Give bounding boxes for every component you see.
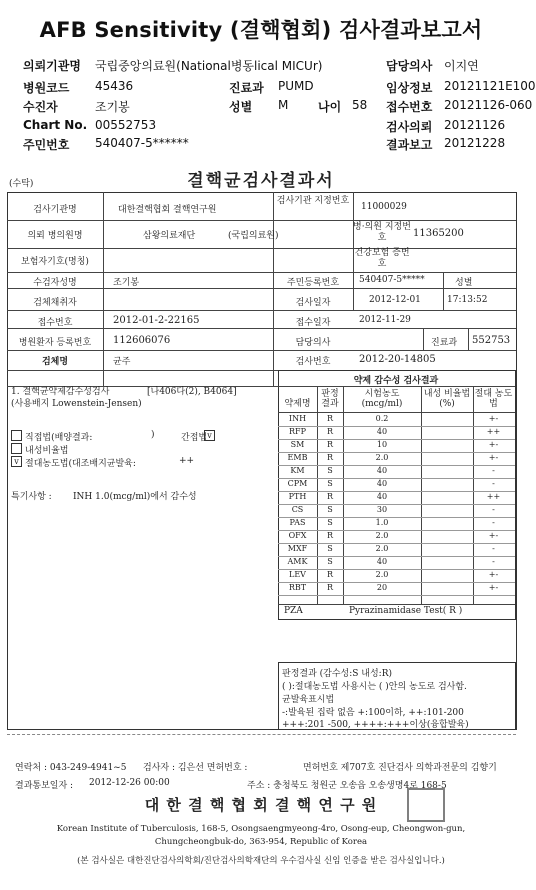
recv-no: 2012-01-2-22165 (113, 315, 200, 326)
value-doctor: 이지연 (444, 59, 479, 73)
req-label: 의뢰 병의원명 (27, 231, 83, 241)
eng-address-line2: Chungcheongbuk-do, 363-954, Republic of Korea (154, 837, 368, 847)
label-receipt-no: 접수번호 (386, 100, 433, 114)
test-time: 17:13:52 (447, 295, 488, 305)
specimen-value: 균주 (113, 357, 131, 367)
drug-conc: 40 (376, 466, 388, 475)
pza-value: Pyrazinamidase Test( R ) (349, 606, 463, 616)
drug-result: S (327, 466, 333, 475)
legend-l3: 균발육표시법 (282, 695, 335, 705)
value-sex: M (278, 98, 289, 112)
collector-label: 검체채취자 (33, 298, 77, 308)
drug-conc: 40 (376, 479, 388, 488)
value-result-report: 20121228 (444, 136, 506, 150)
insur-holder-label: 보험자기호(명칭) (21, 257, 89, 267)
test-no: 2012-20-14805 (359, 354, 436, 365)
drug-header-result: 판정 결과 (321, 389, 339, 409)
footer-examiner: 검사자 : 김은선 면허번호 : (143, 763, 248, 773)
specimen-label: 검체명 (41, 357, 69, 367)
drug-conc: 1.0 (375, 518, 389, 527)
footer-tel: 연락처 : 043-249-4941~5 (15, 763, 127, 773)
legend-l4: -:발육된 집락 없음 +:100이하, ++:101-200 (282, 708, 464, 718)
method-code: [나406다(2), B4064] (147, 387, 237, 397)
drug-name: RBT (288, 583, 307, 592)
drug-abs: - (492, 479, 495, 488)
drug-abs: ++ (486, 427, 501, 436)
drug-result: R (326, 414, 334, 423)
recv-date-label: 접수일자 (295, 318, 331, 328)
footer-date-label: 결과통보일자 : (15, 781, 74, 791)
drug-name: INH (288, 414, 307, 423)
name-value: 조기봉 (113, 278, 140, 288)
org-name: 대 한 결 핵 협 회 결 핵 연 구 원 (144, 796, 378, 814)
inst-label: 검사기관명 (33, 205, 77, 215)
drug-conc: 2.0 (375, 453, 389, 462)
drug-abs: +- (488, 583, 499, 592)
cert-note: (본 검사실은 대한진단검사의학회/진단검사의학재단의 우수검사실 신임 인증을 받은 검사실입니다.) (77, 856, 445, 866)
hosp-no: 112606076 (113, 335, 171, 346)
drug-abs: +- (488, 570, 499, 579)
special-label: 특기사항 : (11, 492, 52, 502)
drug-result: R (326, 531, 334, 540)
name-label: 수검자성명 (33, 278, 77, 288)
drug-name: MXF (287, 544, 308, 553)
value-dept: PUMD (278, 79, 314, 93)
drug-abs: - (492, 557, 495, 566)
drug-conc: 10 (376, 440, 388, 449)
value-age: 58 (352, 98, 368, 112)
scanned-report (3, 160, 519, 888)
rrn-value: 540407-5***** (359, 275, 425, 285)
value-requester: 국립중앙의료원(National병동lical MICUr) (95, 59, 323, 73)
drug-name: SM (290, 440, 305, 449)
chk-absolute-val: ++ (179, 456, 195, 466)
value-rrn: 540407-5****** (95, 136, 189, 150)
drug-name: CPM (287, 479, 308, 488)
label-rrn: 주민번호 (23, 138, 70, 152)
drug-name: PTH (288, 492, 307, 501)
rrn-label: 주민등록번호 (286, 278, 340, 288)
label-requester: 의뢰기관명 (23, 59, 81, 73)
drug-conc: 2.0 (375, 570, 389, 579)
label-age: 나이 (318, 100, 342, 114)
drug-result: R (326, 440, 334, 449)
drug-name: RFP (289, 427, 306, 436)
label-patient: 수진자 (23, 100, 58, 114)
test-date-label: 검사일자 (295, 298, 331, 308)
sex-label: 성별 (455, 278, 473, 288)
legend-l1: 판정결과 (감수성:S 내성:R) (282, 669, 392, 679)
checkbox-absolute: v (11, 456, 22, 467)
insur-label: 건강보험 증번호 (354, 248, 410, 269)
req-code-label: 병·의원 지정번호 (353, 222, 411, 243)
drug-abs: +- (488, 414, 499, 423)
drug-conc: 30 (376, 505, 388, 514)
test-no-label: 검사번호 (295, 357, 331, 367)
label-chart-no: Chart No. (23, 118, 88, 132)
drug-conc: 40 (376, 557, 388, 566)
checkbox-direct (11, 430, 22, 441)
drug-result: S (327, 505, 333, 514)
label-hospital-code: 병원코드 (23, 81, 70, 95)
chk-absolute: 절대농도법(대조배지균발육: (25, 459, 136, 469)
legend-l2: ( ):절대농도법 사용시는 ( )안의 농도로 검사함. (282, 682, 467, 692)
drug-name: PAS (289, 518, 306, 527)
chk-direct: 직접법(배양결과: (25, 433, 93, 443)
drug-name: LEV (289, 570, 306, 579)
drug-abs: - (492, 518, 495, 527)
req-code: 11365200 (413, 228, 464, 239)
value-patient: 조기봉 (95, 100, 130, 114)
recv-date: 2012-11-29 (359, 315, 411, 325)
drug-abs: ++ (486, 492, 501, 501)
drug-name: OFX (288, 531, 307, 540)
drug-conc: 40 (376, 427, 388, 436)
footer-date: 2012-12-26 00:00 (89, 778, 170, 788)
legend-l5: +++:201 -500, ++++:+++이상(융합발육) (282, 720, 469, 730)
drug-header-name: 약제명 (284, 399, 311, 409)
inst-code: 11000029 (361, 202, 407, 212)
doc-title: 결핵균검사결과서 (187, 171, 335, 191)
drug-result: S (327, 479, 333, 488)
drug-conc: 0.2 (375, 414, 389, 423)
req-value: 삼왕의료재단 (143, 231, 196, 241)
drug-abs: +- (488, 453, 499, 462)
drug-conc: 2.0 (375, 531, 389, 540)
drug-result: S (327, 518, 333, 527)
value-clinical-info: 20121121E100 (444, 79, 536, 93)
dept-label: 진료과 (431, 338, 458, 348)
value-receipt-no: 20121126-060 (444, 98, 533, 112)
inst-value: 대한결핵협회 결핵연구원 (118, 205, 217, 215)
value-test-request: 20121126 (444, 118, 506, 132)
drug-result: R (326, 427, 334, 436)
drug-header-ratio: 내성 비율법(%) (423, 389, 471, 409)
pza-label: PZA (284, 606, 303, 616)
drug-abs: +- (488, 531, 499, 540)
method-line1: 1. 결핵균약제감수성검사 (11, 387, 110, 397)
drug-name: KM (290, 466, 305, 475)
drug-abs: - (492, 544, 495, 553)
report-title: AFB Sensitivity (결핵협회) 검사결과보고서 (39, 18, 483, 42)
drug-result: R (326, 570, 334, 579)
label-sex: 성별 (229, 100, 253, 114)
doctor-label: 담당의사 (295, 338, 331, 348)
drug-abs: - (492, 505, 495, 514)
footer-license: 면허번호 제707호 진단검사 의학과전문의 김향기 (303, 763, 497, 773)
hosp-no-label: 병원환자 등록번호 (18, 338, 92, 348)
drug-result: R (326, 583, 334, 592)
inst-code-label: 검사기관 지정번호 (276, 196, 350, 206)
value-chart-no: 00552753 (95, 118, 157, 132)
drug-header-abs: 절대 농도법 (474, 389, 513, 409)
drug-name: EMB (287, 453, 308, 462)
drug-name: AMK (287, 557, 308, 566)
req-type: (국립의료원) (228, 231, 279, 241)
dept-value: 552753 (472, 335, 511, 346)
chk-direct-end: ) (151, 430, 155, 440)
drug-conc: 40 (376, 492, 388, 501)
drug-result: S (327, 544, 333, 553)
checkbox-ratio (11, 443, 22, 454)
eng-address-line1: Korean Institute of Tuberculosis, 168-5, Osongsaengmyeong-4ro, Osong-eup, Cheongwon-gun, (56, 824, 466, 834)
drug-header-conc: 시험농도 (mcg/ml) (361, 389, 403, 409)
label-test-request: 검사의뢰 (386, 120, 433, 134)
drug-result: R (326, 453, 334, 462)
drug-abs: - (492, 466, 495, 475)
drug-result: S (327, 557, 333, 566)
test-date: 2012-12-01 (369, 295, 421, 305)
drug-result: R (326, 492, 334, 501)
label-dept: 진료과 (229, 81, 264, 95)
drug-abs: +- (488, 440, 499, 449)
label-result-report: 결과보고 (386, 138, 433, 152)
label-doctor: 담당의사 (386, 59, 433, 73)
method-line2: (사용배지 Lowenstein-Jensen) (11, 399, 142, 409)
official-seal (407, 788, 445, 822)
drug-table-title: 약제 감수성 검사결과 (353, 376, 439, 386)
drug-conc: 2.0 (375, 544, 389, 553)
drug-conc: 20 (376, 583, 388, 592)
label-clinical-info: 임상정보 (386, 81, 433, 95)
chk-indirect: 간접법 (181, 433, 208, 443)
form-number: (수탁) (9, 179, 34, 189)
recv-no-label: 접수번호 (37, 318, 73, 328)
drug-name: CS (291, 505, 304, 514)
checkbox-indirect: v (204, 430, 215, 441)
value-hospital-code: 45436 (95, 79, 134, 93)
special-value: INH 1.0(mcg/ml)에서 감수성 (73, 492, 197, 502)
footer-address: 주소 : 충청북도 청원군 오송읍 오송생명4로 168-5 (247, 781, 447, 791)
chk-ratio: 내성비율법 (25, 446, 69, 456)
